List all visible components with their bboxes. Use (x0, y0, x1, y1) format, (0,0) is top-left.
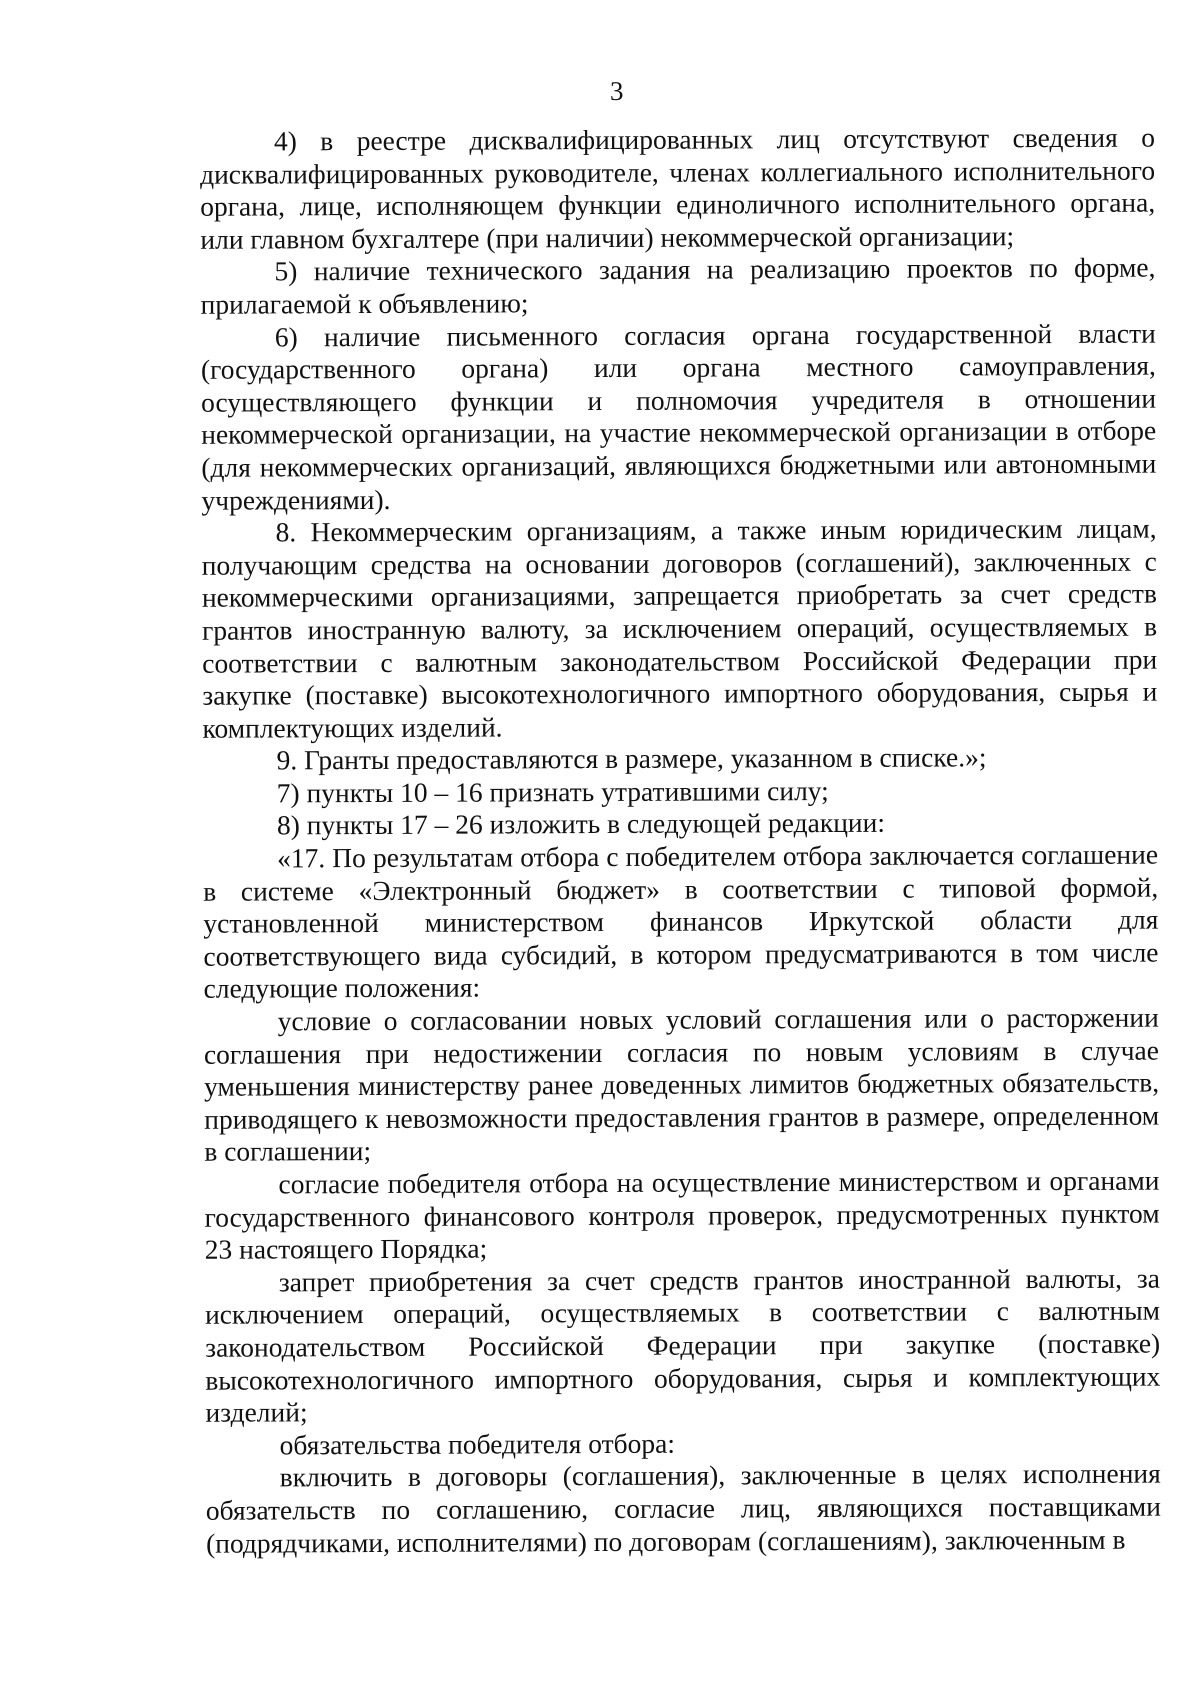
paragraph-consent-inspections: согласие победителя отбора на осуществление министерством и органами государственного финансового контроля проверок, предусмотренных пунктом 23 настоящего Порядка; (204, 1164, 1160, 1265)
paragraph-item-5: 5) наличие технического задания на реализацию проектов по форме, прилагаемой к объявлению; (200, 251, 1156, 320)
paragraph-clause-9: 9. Гранты предоставляются в размере, указанном в списке.»; (276, 741, 987, 776)
page-number: 3 (609, 75, 624, 106)
paragraph-include-contracts: включить в договоры (соглашения), заключенные в целях исполнения обязательств по соглашению, согласие лиц, являющихся поставщиками (подрядчиками, исполнителями) по договорам (соглашениям), заключенным в (205, 1457, 1161, 1559)
paragraph-clause-17: «17. По результатам отбора с победителем отбора заключается соглашение в системе «Электронный бюджет» в соответствии с типовой формой, установленной министерством финансов Иркутской области для соответствующего вида субсидий, в котором предусматриваются в том числе следующие положения: (203, 838, 1159, 1005)
document-body (200, 122, 1161, 1560)
paragraph-item-8: 8) пункты 17 – 26 изложить в следующей редакции: (276, 807, 886, 841)
paragraph-winner-obligations: обязательства победителя отбора: (279, 1427, 676, 1461)
paragraph-item-6: 6) наличие письменного согласия органа государственной власти (государственного органа) или органа местного самоуправления, осуществляющего функции и полномочия учредителя в отношении некоммерческой организации, на участие некоммерческой организации в отборе (для некоммерческих организаций, являющихся бюджетными или автономными учреждениями). (200, 317, 1157, 516)
paragraph-condition-agreement: условие о согласовании новых условий соглашения или о расторжении соглашения при недостижении согласия по новым условиям в случае уменьшения министерству ранее доведенных лимитов бюджетных обязательств, приводящего к невозможности предоставления грантов в размере, определенном в соглашении; (203, 1001, 1160, 1168)
paragraph-item-4: 4) в реестре дисквалифицированных лиц отсутствуют сведения о дисквалифицированных руководителе, членах коллегиального исполнительного органа, лице, исполняющем функции единоличного исполнительного органа, или главном бухгалтере (при наличии) некоммерческой организации; (199, 121, 1156, 255)
paragraph-clause-8: 8. Некоммерческим организациям, а также иным юридическим лицам, получающим средства на основании договоров (соглашений), заключенных с некоммерческими организациями, запрещается приобретать за счет средств грантов иностранную валюту, за исключением операций, осуществляемых в соответствии с валютным законодательством Российской Федерации при закупке (поставке) высокотехнологичного импортного оборудования, сырья и комплектующих изделий. (201, 512, 1158, 744)
paragraph-currency-prohibition: запрет приобретения за счет средств грантов иностранной валюты, за исключением операций, осуществляемых в соответствии с валютным законодательством Российской Федерации при закупке (поставке) высокотехнологичного импортного оборудования, сырья и комплектующих изделий; (204, 1262, 1161, 1428)
paragraph-item-7: 7) пункты 10 – 16 признать утратившими силу; (276, 774, 829, 809)
